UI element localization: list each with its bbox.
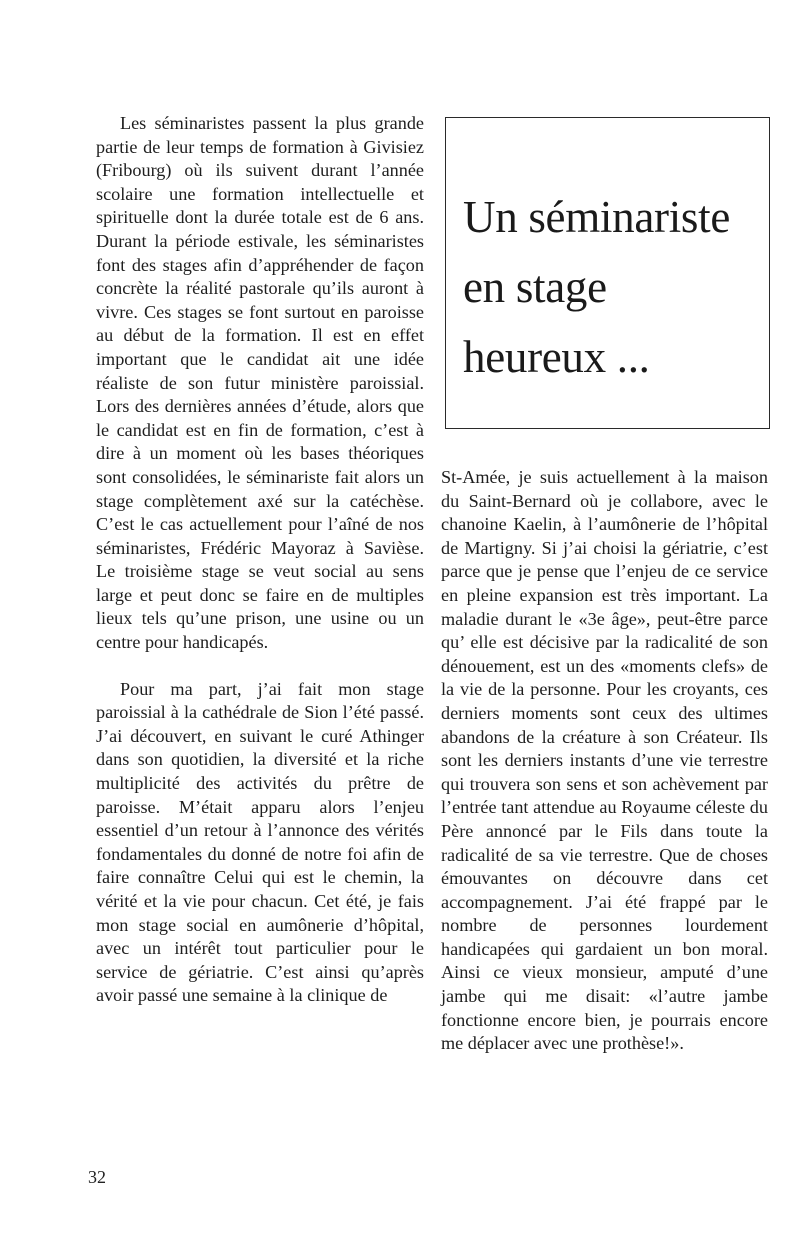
title-box <box>445 117 770 429</box>
article-title <box>463 182 759 392</box>
paragraph-geriatrics: St-Amée, je suis actuellement à la maison du Saint-Bernard où je collabore, avec le chanoine Kaelin, à l’aumônerie de l’hôpital de Martigny. Si j’ai choisi la gériatrie, c’est parce que je pense que l’enjeu de ce service en pleine expansion est très important. La maladie durant le «3e âge», peut-être parce qu’ elle est décisive par la radicalité de son dénouement, est un des «moments clefs» de la vie de la personne. Pour les croyants, ces derniers moments sont ceux des ultimes abandons de la créature à son Créateur. Ils sont les derniers instants d’une vie terrestre qui trouvera son sens et son achèvement par l’entrée tant attendue au Royaume céleste du Père annoncé par le Fils dans toute la radicalité de sa vie terrestre. Que de choses émouvantes on découvre dans cet accompagnement. J’ai été frappé par le nombre de personnes lourdement handicapées qui gardaient un bon moral. Ainsi ce vieux monsieur, amputé d’une jambe qui me disait: «l’autre jambe fonctionne encore bien, je pourrais encore me déplacer avec une prothèse!». <box>441 467 768 1054</box>
page-number: 32 <box>88 1167 106 1187</box>
right-column <box>441 466 768 1056</box>
paragraph-intro: Les séminaristes passent la plus grande partie de leur temps de formation à Givisiez (Fribourg) où ils suivent durant l’année scolaire une formation intellectuelle et spirituelle dont la durée totale est de 6 ans. Durant la période estivale, les séminaristes font des stages afin d’appréhender de façon concrète la réalité pastorale qu’ils auront à vivre. Ces stages se font surtout en paroisse au début de la formation. Il est en effet important que le candidat ait une idée réaliste de son futur ministère paroissial. Lors des dernières années d’étude, alors que le candidat est en fin de formation, c’est à dire à un moment où les bases théoriques sont consolidées, le séminariste fait alors un stage complètement axé sur la catéchèse. C’est le cas actuellement pour l’aîné de nos séminaristes, Frédéric Mayoraz à Savièse. Le troisième stage se veut social au sens large et peut donc se faire en de multiples lieux tels qu’une prison, une usine ou un centre pour handicapés. <box>96 113 424 653</box>
left-column <box>96 112 424 1008</box>
title-line-3: heureux ... <box>463 332 650 382</box>
title-line-1: Un séminariste <box>463 192 730 242</box>
paragraph-personal-stage: Pour ma part, j’ai fait mon stage paroissial à la cathédrale de Sion l’été passé. J’ai découvert, en suivant le curé Athinger dans son quotidien, la diversité et la riche multiplicité des activités du prêtre de paroisse. M’était apparu alors l’enjeu essentiel d’un retour à l’annonce des vérités fondamentales du donné de notre foi afin de faire connaître Celui qui est le chemin, la vérité et la vie pour chacun. Cet été, je fais mon stage social en aumônerie d’hôpital, avec un intérêt tout particulier pour le service de gériatrie. C’est ainsi qu’après avoir passé une semaine à la clinique de <box>96 678 424 1006</box>
title-line-2: en stage <box>463 262 607 312</box>
